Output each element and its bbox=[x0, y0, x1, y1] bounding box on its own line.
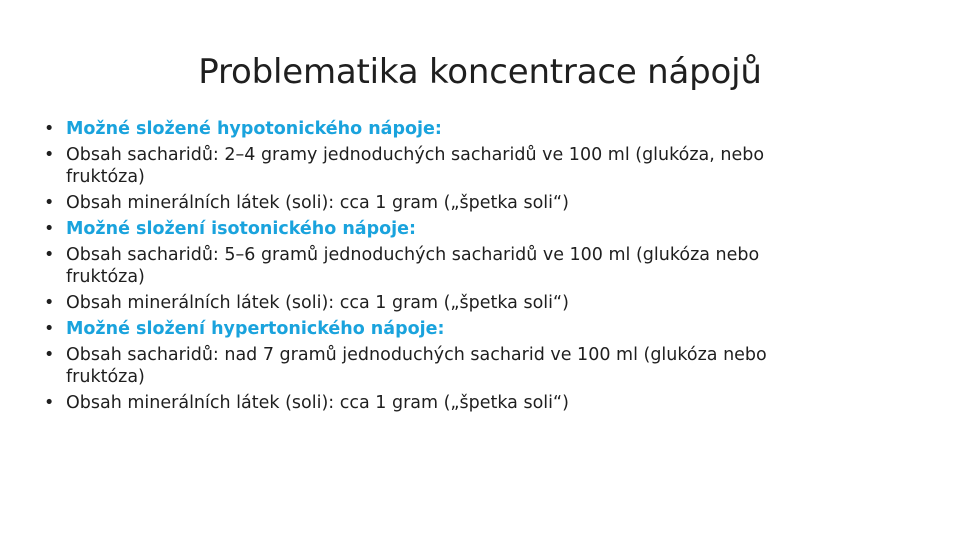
bullet-text: Obsah minerálních látek (soli): cca 1 gram („špetka soli“) bbox=[66, 193, 569, 213]
bullet-item-hypotonic-minerals bbox=[44, 192, 824, 214]
bullet-dot-icon: • bbox=[44, 193, 55, 213]
bullet-item-hypertonic-carbs bbox=[44, 344, 824, 388]
bullet-dot-icon: • bbox=[44, 345, 55, 365]
bullet-dot-icon: • bbox=[44, 393, 55, 413]
bullet-item-isotonic-minerals bbox=[44, 292, 824, 314]
bullet-text: Možné složené hypotonického nápoje: bbox=[66, 119, 442, 139]
bullet-item-isotonic-heading bbox=[44, 218, 824, 240]
slide-title: Problematika koncentrace nápojů bbox=[198, 52, 762, 92]
bullet-text: Obsah sacharidů: 2–4 gramy jednoduchých sacharidů ve 100 ml (glukóza, nebo fruktóza) bbox=[66, 145, 765, 187]
bullet-dot-icon: • bbox=[44, 245, 55, 265]
bullet-dot-icon: • bbox=[44, 219, 55, 239]
bullet-item-isotonic-carbs bbox=[44, 244, 824, 288]
bullet-text: Možné složení isotonického nápoje: bbox=[66, 219, 417, 239]
bullet-item-hypotonic-heading bbox=[44, 118, 824, 140]
bullet-dot-icon: • bbox=[44, 293, 55, 313]
bullet-item-hypertonic-minerals bbox=[44, 392, 824, 414]
bullet-text: Obsah minerálních látek (soli): cca 1 gram („špetka soli“) bbox=[66, 393, 569, 413]
bullet-text: Možné složení hypertonického nápoje: bbox=[66, 319, 445, 339]
bullet-dot-icon: • bbox=[44, 145, 55, 165]
bullet-text: Obsah minerálních látek (soli): cca 1 gram („špetka soli“) bbox=[66, 293, 569, 313]
bullet-dot-icon: • bbox=[44, 119, 55, 139]
bullet-item-hypotonic-carbs bbox=[44, 144, 824, 188]
bullet-dot-icon: • bbox=[44, 319, 55, 339]
bullet-text: Obsah sacharidů: nad 7 gramů jednoduchých sacharid ve 100 ml (glukóza nebo fruktóza) bbox=[66, 345, 767, 387]
bullet-item-hypertonic-heading bbox=[44, 318, 824, 340]
bullet-text: Obsah sacharidů: 5–6 gramů jednoduchých sacharidů ve 100 ml (glukóza nebo fruktóza) bbox=[66, 245, 760, 287]
bullet-list bbox=[44, 118, 824, 418]
